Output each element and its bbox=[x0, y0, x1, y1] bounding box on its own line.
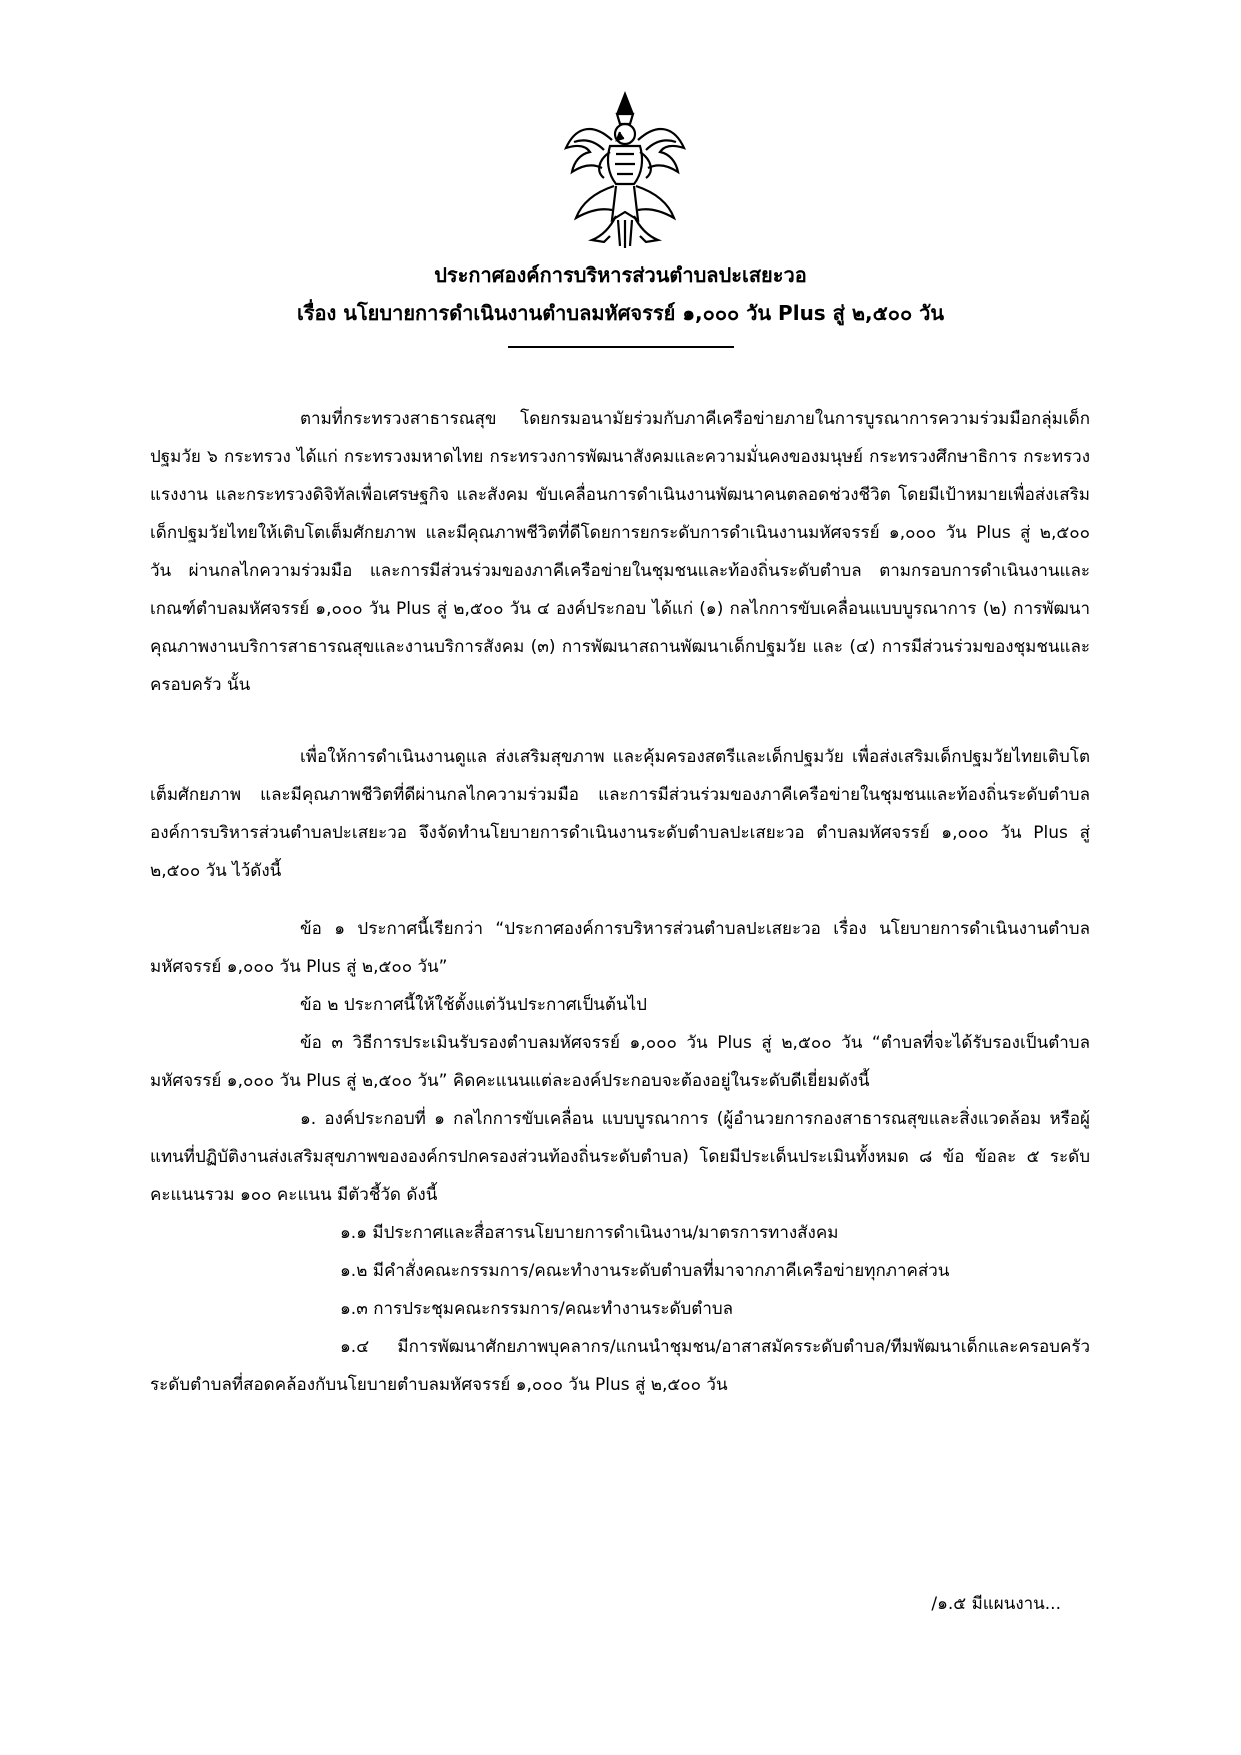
indicator-1-3: ๑.๓ การประชุมคณะกรรมการ/คณะทำงานระดับตำบล bbox=[340, 1299, 734, 1319]
clause-1: ข้อ ๑ ประกาศนี้เรียกว่า “ประกาศองค์การบริหารส่วนตำบลปะเสยะวอ เรื่อง นโยบายการดำเนินงานตำบลมหัศจรรย์ ๑,๐๐๐ วัน Plus สู่ ๒,๕๐๐ วัน” bbox=[150, 919, 1090, 977]
announcement-subject: เรื่อง นโยบายการดำเนินงานตำบลมหัศจรรย์ ๑,๐๐๐ วัน Plus สู่ ๒,๕๐๐ วัน bbox=[296, 301, 945, 325]
announcement-body bbox=[150, 400, 1090, 1404]
continuation-note: /๑.๕ มีแผนงาน... bbox=[931, 1594, 1061, 1614]
clause-3: ข้อ ๓ วิธีการประเมินรับรองตำบลมหัศจรรย์ ๑,๐๐๐ วัน Plus สู่ ๒,๕๐๐ วัน “ตำบลที่จะได้รับรองเป็นตำบลมหัศจรรย์ ๑,๐๐๐ วัน Plus สู่ ๒,๕๐๐ วัน” คิดคะแนนแต่ละองค์ประกอบจะต้องอยู่ในระดับดีเยี่ยมดังนี้ bbox=[150, 1033, 1090, 1091]
garuda-emblem-icon bbox=[560, 90, 690, 250]
indicator-1-4: ๑.๔ มีการพัฒนาศักยภาพบุคลากร/แกนนำชุมชน/อาสาสมัครระดับตำบล/ทีมพัฒนาเด็กและครอบครัวระดับตำบลที่สอดคล้องกับนโยบายตำบลมหัศจรรย์ ๑,๐๐๐ วัน Plus สู่ ๒,๕๐๐ วัน bbox=[150, 1337, 1090, 1395]
paragraph-background: ตามที่กระทรวงสาธารณสุข โดยกรมอนามัยร่วมกับภาคีเครือข่ายภายในการบูรณาการความร่วมมือกลุ่มเด็กปฐมวัย ๖ กระทรวง ได้แก่ กระทรวงมหาดไทย กระทรวงการพัฒนาสังคมและความมั่นคงของมนุษย์ กระทรวงศึกษาธิการ กระทรวงแรงงาน และกระทรวงดิจิทัลเพื่อเศรษฐกิจ และสังคม ขับเคลื่อนการดำเนินงานพัฒนาคนตลอดช่วงชีวิต โดยมีเป้าหมายเพื่อส่งเสริมเด็กปฐมวัยไทยให้เติบโตเต็มศักยภาพ และมีคุณภาพชีวิตที่ดีโดยการยกระดับการดำเนินงานมหัศจรรย์ ๑,๐๐๐ วัน Plus สู่ ๒,๕๐๐ วัน ผ่านกลไกความร่วมมือ และการมีส่วนร่วมของภาคีเครือข่ายในชุมชนและท้องถิ่นระดับตำบล ตามกรอบการดำเนินงานและเกณฑ์ตำบลมหัศจรรย์ ๑,๐๐๐ วัน Plus สู่ ๒,๕๐๐ วัน ๔ องค์ประกอบ ได้แก่ (๑) กลไกการขับเคลื่อนแบบบูรณาการ (๒) การพัฒนาคุณภาพงานบริการสาธารณสุขและงานบริการสังคม (๓) การพัฒนาสถานพัฒนาเด็กปฐมวัย และ (๔) การมีส่วนร่วมของชุมชนและครอบครัว นั้น bbox=[150, 409, 1090, 695]
title-divider bbox=[508, 346, 734, 348]
indicator-1-1: ๑.๑ มีประกาศและสื่อสารนโยบายการดำเนินงาน/มาตรการทางสังคม bbox=[340, 1223, 839, 1243]
announcement-title: ประกาศองค์การบริหารส่วนตำบลปะเสยะวอ bbox=[434, 263, 807, 287]
component-1: ๑. องค์ประกอบที่ ๑ กลไกการขับเคลื่อน แบบบูรณาการ (ผู้อำนวยการกองสาธารณสุขและสิ่งแวดล้อม หรือผู้แทนที่ปฏิบัติงานส่งเสริมสุขภาพขององค์กรปกครองส่วนท้องถิ่นระดับตำบล) โดยมีประเด็นประเมินทั้งหมด ๘ ข้อ ข้อละ ๕ ระดับ คะแนนรวม ๑๐๐ คะแนน มีตัวชี้วัด ดังนี้ bbox=[150, 1109, 1090, 1205]
paragraph-purpose: เพื่อให้การดำเนินงานดูแล ส่งเสริมสุขภาพ และคุ้มครองสตรีและเด็กปฐมวัย เพื่อส่งเสริมเด็กปฐมวัยไทยเติบโตเต็มศักยภาพ และมีคุณภาพชีวิตที่ดีผ่านกลไกความร่วมมือ และการมีส่วนร่วมของภาคีเครือข่ายในชุมชนและท้องถิ่นระดับตำบล องค์การบริหารส่วนตำบลปะเสยะวอ จึงจัดทำนโยบายการดำเนินงานระดับตำบลปะเสยะวอ ตำบลมหัศจรรย์ ๑,๐๐๐ วัน Plus สู่ ๒,๕๐๐ วัน ไว้ดังนี้ bbox=[150, 747, 1090, 881]
clause-2: ข้อ ๒ ประกาศนี้ให้ใช้ตั้งแต่วันประกาศเป็นต้นไป bbox=[300, 995, 647, 1015]
indicator-1-2: ๑.๒ มีคำสั่งคณะกรรมการ/คณะทำงานระดับตำบลที่มาจากภาคีเครือข่ายทุกภาคส่วน bbox=[340, 1261, 950, 1281]
